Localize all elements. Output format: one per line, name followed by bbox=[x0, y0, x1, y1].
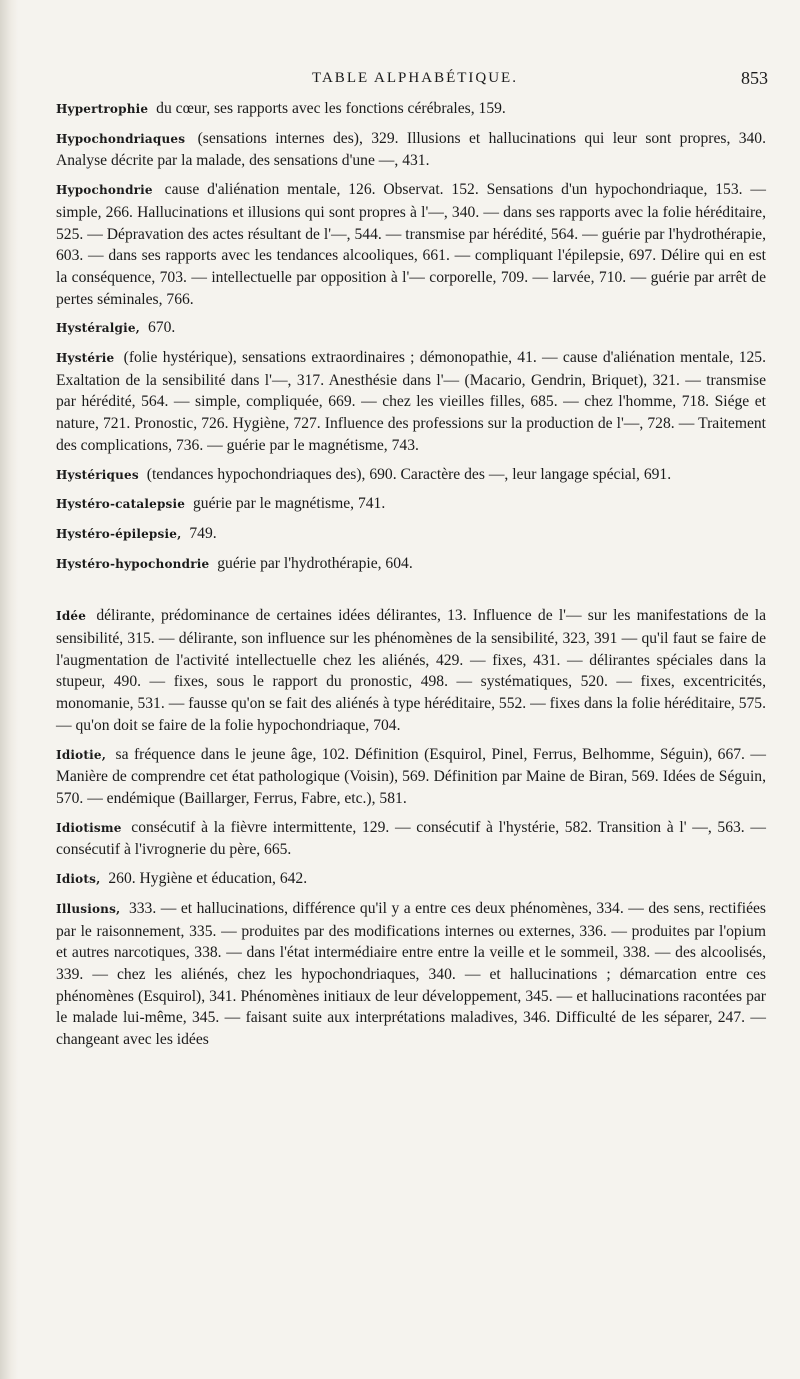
entry-headword: Hystérie bbox=[56, 351, 115, 366]
page-number: 853 bbox=[741, 68, 768, 88]
entry-headword: Idiots, bbox=[56, 872, 101, 887]
index-entry bbox=[56, 817, 766, 861]
index-entry bbox=[56, 347, 766, 457]
entry-text: guérie par l'hydrothérapie, 604. bbox=[217, 554, 413, 572]
entry-headword: Idée bbox=[56, 609, 87, 624]
index-entry bbox=[56, 605, 766, 736]
index-entry bbox=[56, 868, 766, 891]
entry-text: 260. Hygiène et éducation, 642. bbox=[108, 870, 308, 888]
entry-text: consécutif à la fièvre intermittente, 129. — consécutif à l'hystérie, 582. Transition à l' —, 563. — consécutif à l'ivrognerie du père, 665. bbox=[56, 818, 767, 859]
entry-text: 670. bbox=[147, 319, 176, 337]
entry-text: guérie par le magnétisme, 741. bbox=[193, 495, 386, 513]
index-entry bbox=[56, 98, 766, 121]
entry-headword: Hypochondriaques bbox=[56, 131, 186, 146]
header-title: TABLE ALPHABÉTIQUE. bbox=[312, 70, 518, 86]
entry-headword: Hystéro-épilepsie, bbox=[56, 526, 182, 541]
entry-headword: Idiotie, bbox=[56, 747, 107, 762]
index-entry bbox=[56, 317, 766, 340]
index-entry bbox=[56, 493, 766, 516]
index-entry bbox=[56, 179, 766, 310]
entry-headword: Hypertrophie bbox=[56, 102, 149, 116]
entry-text: (sensations internes des), 329. Illusions et hallucinations qui leur sont propres, 340. Analyse décrite par la malade, des sensations d'une —, 431. bbox=[56, 129, 766, 170]
entry-text: sa fréquence dans le jeune âge, 102. Définition (Esquirol, Pinel, Ferrus, Belhomme, Séguin), 667. — Manière de comprendre cet état pathologique (Voisin), 569. Définition par Maine de Biran, 569. Idées de Séguin, 570. — endémique (Baillarger, Ferrus, Fabre, etc.), 581. bbox=[56, 745, 766, 807]
entry-headword: Hypochondrie bbox=[56, 183, 153, 198]
entry-text: du cœur, ses rapports avec les fonctions cérébrales, 159. bbox=[156, 100, 506, 117]
entry-text: délirante, prédominance de certaines idées délirantes, 13. Influence de l'— sur les manifestations de la sensibilité, 315. — délirante, son influence sur les phénomènes de la sensibilité, 323, 391 — qu'il faut se faire de l'augmentation de l'activité intellectuelle chez les aliénés, 429. — fixes, 431. — délirantes spéciales dans la stupeur, 490. — fixes, sous le rapport du pronostic, 498. — systématiques, 520. — fixes, excentricités, monomanie, 531. — fausse qu'on se fait des aliénés à type héréditaire, 552. — fixes dans la folie héréditaire, 575. — qu'on doit se faire de la folie hypochondriaque, 704. bbox=[56, 607, 766, 734]
entry-text: (tendances hypochondriaques des), 690. Caractère des —, leur langage spécial, 691. bbox=[146, 465, 672, 483]
entry-headword: Idiotisme bbox=[56, 820, 122, 835]
entry-text: (folie hystérique), sensations extraordinaires ; démonopathie, 41. — cause d'aliénation mentale, 125. Exaltation de la sensibilité dans l'—, 317. Anesthésie dans l'— (Macario, Gendrin, Briquet), 321. — transmise par hérédité, 564. — simple, compliquée, 669. — chez les vieilles filles, 685. — chez l'homme, 718. Siége et nature, 721. Pronostic, 726. Hygiène, 727. Influence des professions sur la production de l'—, 728. — Traitement des complications, 736. — guérie par le magnétisme, 743. bbox=[56, 349, 766, 454]
index-entry bbox=[56, 464, 766, 487]
index-entry bbox=[56, 898, 766, 1051]
entry-headword: Hystériques bbox=[56, 467, 139, 482]
entry-text: 749. bbox=[189, 524, 217, 542]
entry-headword: Hystéralgie, bbox=[56, 321, 141, 336]
entry-headword: Hystéro-hypochondrie bbox=[56, 556, 210, 571]
index-entry bbox=[56, 744, 766, 810]
index-entries bbox=[56, 98, 766, 1051]
entry-text: 333. — et hallucinations, différence qu'il y a entre ces deux phénomènes, 334. — des sens, rectifiées par le raisonnement, 335. — produites par des modifications internes ou externes, 336. — produites par l'opium et autres narcotiques, 338. — dans l'état intermédiaire entre entre la veille et le sommeil, 338. — des alcoolisés, 339. — chez les aliénés, chez les hypochondriaques, 340. — et hallucinations ; démarcation entre ces phénomènes (Esquirol), 341. Phénomènes initiaux de leur développement, 345. — et hallucinations racontées par le malade lui-même, 345. — faisant suite aux interprétations maladives, 346. Difficulté de les séparer, 247. — changeant avec les idées bbox=[56, 899, 767, 1049]
entry-headword: Hystéro-catalepsie bbox=[56, 497, 186, 512]
entry-text: cause d'aliénation mentale, 126. Observat. 152. Sensations d'un hypochondriaque, 153. — simple, 266. Hallucinations et illusions qui sont propres à l'—, 340. — dans ses rapports avec la folie héréditaire, 525. — Dépravation des actes résultant de l'—, 544. — transmise par hérédité, 564. — guérie par l'hydrothérapie, 603. — dans ses rapports avec les tendances alcooliques, 661. — compliquant l'épilepsie, 697. Délire qui en est la conséquence, 703. — intellectuelle par opposition à l'— corporelle, 709. — larvée, 710. — guérie par arrêt de pertes séminales, 766. bbox=[56, 181, 766, 308]
entry-headword: Illusions, bbox=[56, 901, 121, 916]
index-entry bbox=[56, 553, 766, 576]
page-binding-shadow bbox=[0, 0, 18, 1379]
index-entry bbox=[56, 128, 766, 172]
index-entry bbox=[56, 523, 766, 546]
running-header bbox=[60, 68, 770, 90]
